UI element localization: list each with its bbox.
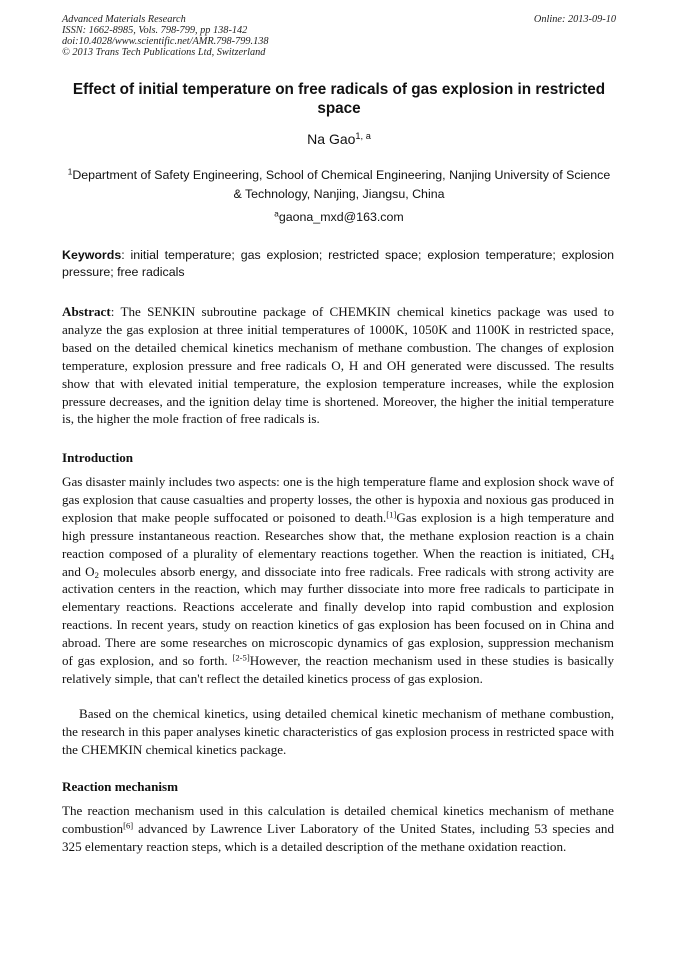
- author-line: [62, 130, 616, 148]
- journal-name: Advanced Materials Research: [62, 14, 186, 25]
- subscript-4: 4: [609, 551, 614, 562]
- affiliation-text: Department of Safety Engineering, School of Chemical Engineering, Nanjing University of Science & Technology, Nanjing, Jiangsu, China: [72, 168, 611, 201]
- author-email: [62, 209, 616, 225]
- online-date: Online: 2013-09-10: [533, 14, 616, 25]
- intro-text-d: molecules absorb energy, and dissociate into free radicals. Free radicals with strong activity are activation centers in the reaction, which may further dissociate into more free radicals to participate in elementary reactions. Reactions accelerate and finally develop into rapid combustion and explosion reactions. In recent years, study on reaction kinetics of gas explosion has been focused on in China and abroad. There are some researches on microscopic dynamics of gas explosion, suppression mechanism of gas explosion, and so forth.: [62, 563, 614, 669]
- copyright-line: © 2013 Trans Tech Publications Ltd, Switzerland: [62, 47, 266, 58]
- email-mark: a: [274, 209, 279, 219]
- journal-header: [62, 14, 616, 58]
- reaction-mechanism-heading: Reaction mechanism: [62, 779, 179, 794]
- abstract-text: : The SENKIN subroutine package of CHEMKIN chemical kinetics package was used to analyze the gas explosion at three initial temperatures of 1000K, 1050K and 1100K in restricted space, based on the detailed chemical kinetics mechanism of methane combustion. The changes of explosion temperature, explosion pressure and free radicals O, H and OH generated were discussed. The results show that with elevated initial temperature, the explosion temperature increases, while the explosion pressure decreases, and the ignition delay time is shortened. Moreover, the higher the initial temperature is, the higher the mole fraction of free radicals is.: [62, 304, 614, 427]
- author-name: Na Gao: [307, 131, 356, 147]
- intro-text-c: and O: [62, 563, 95, 579]
- abstract: [62, 303, 614, 428]
- keywords: [62, 247, 614, 281]
- introduction-paragraph-2: Based on the chemical kinetics, using detailed chemical kinetic mechanism of methane combustion, the research in this paper analyses kinetic characteristics of gas explosion process in restricted space with the CHEMKIN chemical kinetics package.: [62, 706, 614, 757]
- affiliation-mark: 1: [67, 167, 73, 177]
- doi-line: doi:10.4028/www.scientific.net/AMR.798-799.138: [62, 36, 269, 47]
- citation-2-5: [2-5]: [232, 652, 250, 663]
- subscript-2: 2: [94, 569, 99, 580]
- intro-text-b: Gas explosion is a high temperature and high pressure instantaneous reaction. Researches show that, the methane explosion reaction is a chain reaction composed of a plurality of elementary reactions together. When the reaction is initiated, CH: [62, 509, 615, 561]
- introduction-paragraph-1: [62, 473, 614, 688]
- rm-text-a: The reaction mechanism used in this calculation is detailed chemical kinetics mechanism of methane combustion: [62, 803, 614, 836]
- keywords-text: : initial temperature; gas explosion; restricted space; explosion temperature; explosion pressure; free radicals: [62, 248, 614, 279]
- issn-line: ISSN: 1662-8985, Vols. 798-799, pp 138-142: [62, 25, 248, 36]
- intro-text-a: Gas disaster mainly includes two aspects: one is the high temperature flame and explosion shock wave of gas explosion that cause casualties and property losses, the other is hypoxia and noxious gas produced in explosion that make people suffocated or poisoned to death.: [62, 474, 614, 525]
- citation-1: [1]: [386, 509, 397, 520]
- email-text: gaona_mxd@163.com: [278, 210, 404, 224]
- intro-text-e: However, the reaction mechanism used in these studies is basically relatively simple, that can't reflect the detailed kinetics process of gas explosion.: [62, 653, 615, 686]
- citation-6: [6]: [123, 820, 134, 831]
- author-marks: 1, a: [355, 130, 371, 141]
- abstract-label: Abstract: [62, 304, 111, 319]
- reaction-mechanism-paragraph: [62, 802, 614, 856]
- paper-title: Effect of initial temperature on free radicals of gas explosion in restricted space: [72, 81, 606, 117]
- keywords-label: Keywords: [62, 248, 122, 262]
- affiliation: [62, 166, 616, 204]
- rm-text-b: advanced by Lawrence Liver Laboratory of the United States, including 53 species and 325 elementary reaction steps, which is a detailed description of the methane oxidation reaction.: [62, 820, 614, 854]
- introduction-heading: Introduction: [62, 450, 134, 465]
